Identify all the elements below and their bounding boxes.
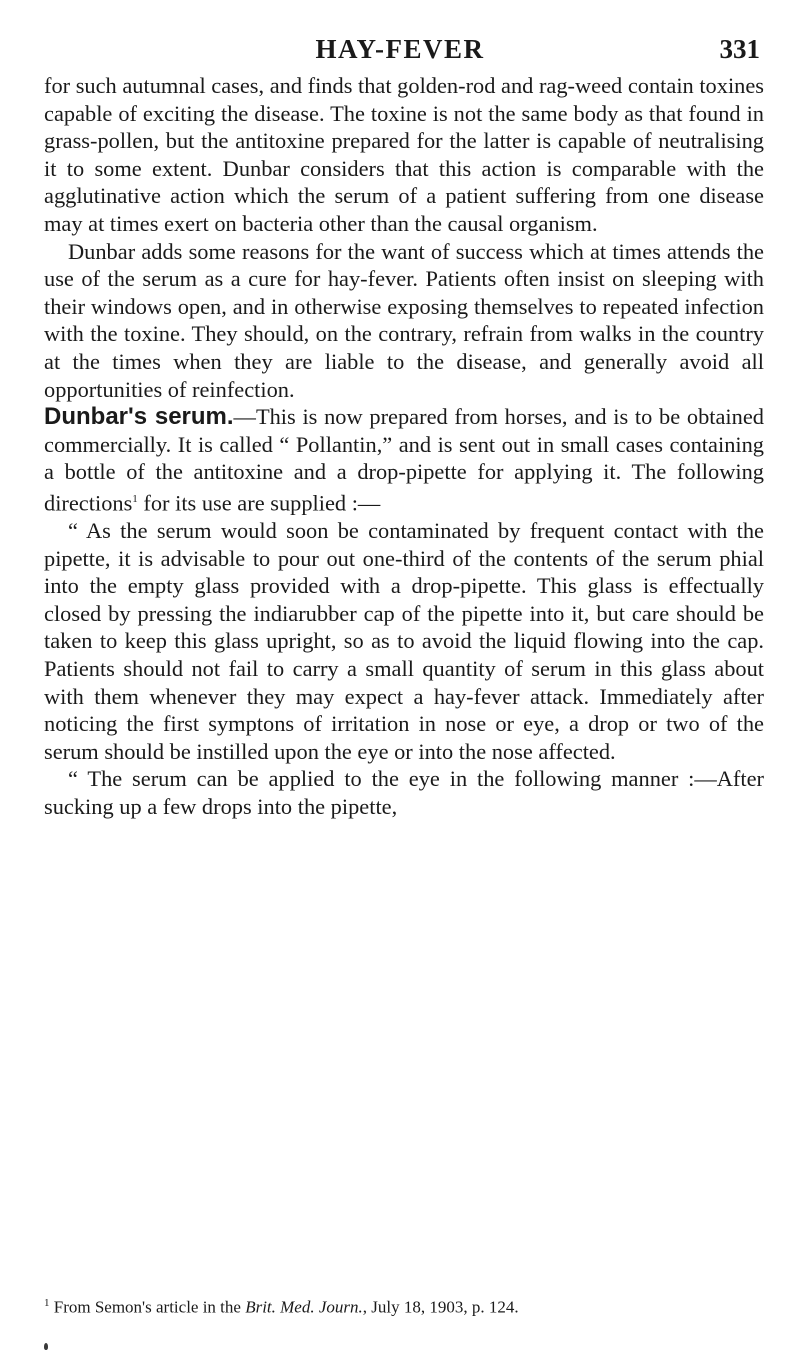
- running-head: [0, 34, 800, 70]
- footnote-text-after: , July 18, 1903, p. 124.: [362, 1297, 519, 1317]
- paragraph-application-quote: “ The serum can be applied to the eye in the following manner :—After sucking up a few drops into the pipette,: [44, 766, 764, 819]
- paragraph-directions-quote: “ As the serum would soon be contaminated by frequent contact with the pipette, it is advisable to pour out one-third of the contents of the serum phial into the empty glass provided with a drop-pipette. This glass is effectually closed by pressing the indiarubber cap of the pipette into it, but care should be taken to keep this glass upright, so as to avoid the liquid flowing into the cap. Patients should not fail to carry a small quantity of serum in this glass about with them whenever they may expect a hay-fever attack. Immediately after noticing the first symptons of irritation in nose or eye, a drop or two of the serum should be instilled upon the eye or into the nose affected.: [44, 517, 764, 764]
- body-text: [44, 72, 764, 821]
- serum-text-a: —This is now prepared from horses, and is to be obtained commercially. It is called “ Pollantin,” and is sent out in small cases containing a bottle of the antitoxine and a drop-pipette for applying it. The following directions: [44, 404, 764, 516]
- footnote-reference: 1: [132, 492, 138, 505]
- running-title: HAY-FEVER: [315, 34, 485, 64]
- footnote: [44, 1292, 764, 1319]
- paragraph-dunbar-reasons: Dunbar adds some reasons for the want of success which at times attends the use of the serum as a cure for hay-fever. Patients often insist on sleeping with their windows open, and in otherwise exposing themselves to repeated infection with the toxine. They should, on the contrary, refrain from walks in the country at the times when they are liable to the disease, and generally avoid all opportunities of reinfection.: [44, 238, 764, 402]
- footnote-journal: Brit. Med. Journ.: [245, 1297, 363, 1317]
- footnote-mark: 1: [44, 1297, 50, 1309]
- serum-text-b: for its use are supplied :—: [137, 490, 381, 516]
- ink-mark: [44, 1343, 48, 1350]
- footnote-text-before: From Semon's article in the: [49, 1297, 246, 1317]
- paragraph-dunbars-serum: [44, 403, 764, 517]
- paragraph-continued: for such autumnal cases, and finds that golden-rod and rag-weed contain toxines capable of exciting the disease. The toxine is not the same body as that found in grass-pollen, but the antitoxine prepared for the latter is capable of neutralising it to some extent. Dunbar considers that this action is comparable with the agglutinative action which the serum of a patient suffering from one disease may at times exert on bacteria other than the causal organism.: [44, 73, 765, 236]
- page-number: 331: [719, 34, 760, 64]
- section-heading-dunbars-serum: Dunbar's serum.: [44, 403, 234, 431]
